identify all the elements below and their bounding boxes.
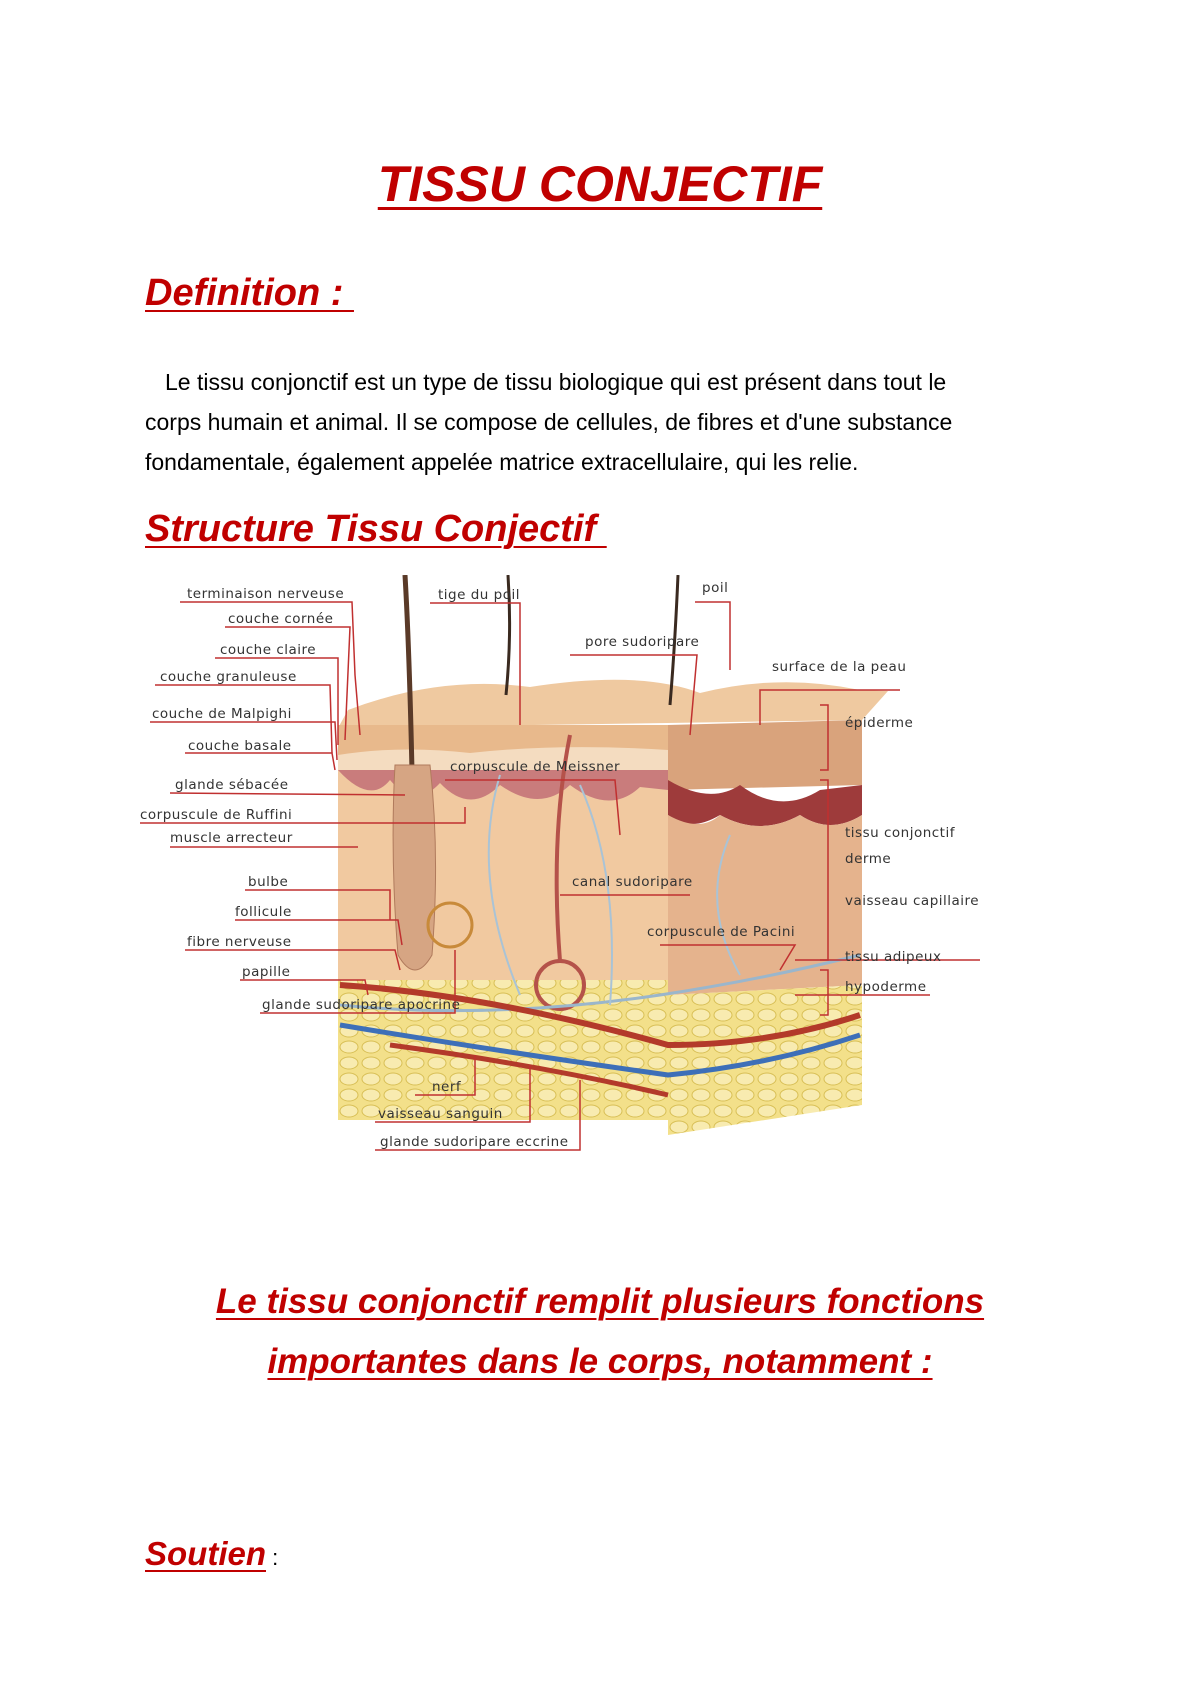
soutien-section <box>145 1535 278 1573</box>
label-corpuscule-meissner: corpuscule de Meissner <box>450 759 621 775</box>
label-pore-sudoripare: pore sudoripare <box>585 634 700 650</box>
label-canal-sudoripare: canal sudoripare <box>572 874 693 890</box>
label-couche-basale: couche basale <box>188 738 292 754</box>
definition-line-1: Le tissu conjonctif est un type de tissu biologique qui est présent dans tout le <box>165 369 947 395</box>
label-muscle-arrecteur: muscle arrecteur <box>170 830 293 846</box>
page-title: TISSU CONJECTIF <box>377 156 823 212</box>
soutien-colon: : <box>266 1545 279 1570</box>
label-poil: poil <box>702 580 729 596</box>
label-vaisseau-sanguin: vaisseau sanguin <box>378 1106 503 1122</box>
label-glande-apocrine: glande sudoripare apocrine <box>262 997 461 1013</box>
label-glande-eccrine: glande sudoripare eccrine <box>380 1134 569 1150</box>
label-nerf: nerf <box>432 1079 462 1095</box>
label-derme: derme <box>845 851 892 867</box>
structure-heading: Structure Tissu Conjectif <box>145 508 607 550</box>
label-hypoderme: hypoderme <box>845 979 927 995</box>
label-glande-sebacee: glande sébacée <box>175 777 289 793</box>
definition-paragraph <box>145 362 1065 482</box>
label-corpuscule-ruffini: corpuscule de Ruffini <box>140 807 293 823</box>
label-couche-cornee: couche cornée <box>228 611 334 627</box>
definition-line-2: corps humain et animal. Il se compose de cellules, de fibres et d'une substance <box>145 409 953 435</box>
label-surface-peau: surface de la peau <box>772 659 907 675</box>
definition-heading: Definition : <box>145 272 354 314</box>
label-tissu-conjonctif: tissu conjonctif <box>845 825 955 841</box>
label-follicule: follicule <box>235 904 292 920</box>
functions-heading-line-1: Le tissu conjonctif remplit plusieurs fonctions <box>215 1282 985 1321</box>
label-tissu-adipeux: tissu adipeux <box>845 949 942 965</box>
label-bulbe: bulbe <box>248 874 289 890</box>
definition-line-3: fondamentale, également appelée matrice extracellulaire, qui les relie. <box>145 449 859 475</box>
label-epiderme: épiderme <box>845 715 914 731</box>
label-terminaison-nerveuse: terminaison nerveuse <box>187 586 345 602</box>
label-papille: papille <box>242 964 291 980</box>
label-couche-malpighi: couche de Malpighi <box>152 706 292 722</box>
label-corpuscule-pacini: corpuscule de Pacini <box>647 924 796 940</box>
soutien-heading: Soutien <box>145 1535 266 1572</box>
label-fibre-nerveuse: fibre nerveuse <box>187 934 292 950</box>
label-couche-granuleuse: couche granuleuse <box>160 669 297 685</box>
label-vaisseau-capillaire: vaisseau capillaire <box>845 893 980 909</box>
functions-heading-line-2: importantes dans le corps, notamment : <box>267 1342 933 1381</box>
skin-structure-diagram <box>140 575 1080 1255</box>
label-tige-poil: tige du poil <box>438 587 520 603</box>
label-couche-claire: couche claire <box>220 642 317 658</box>
